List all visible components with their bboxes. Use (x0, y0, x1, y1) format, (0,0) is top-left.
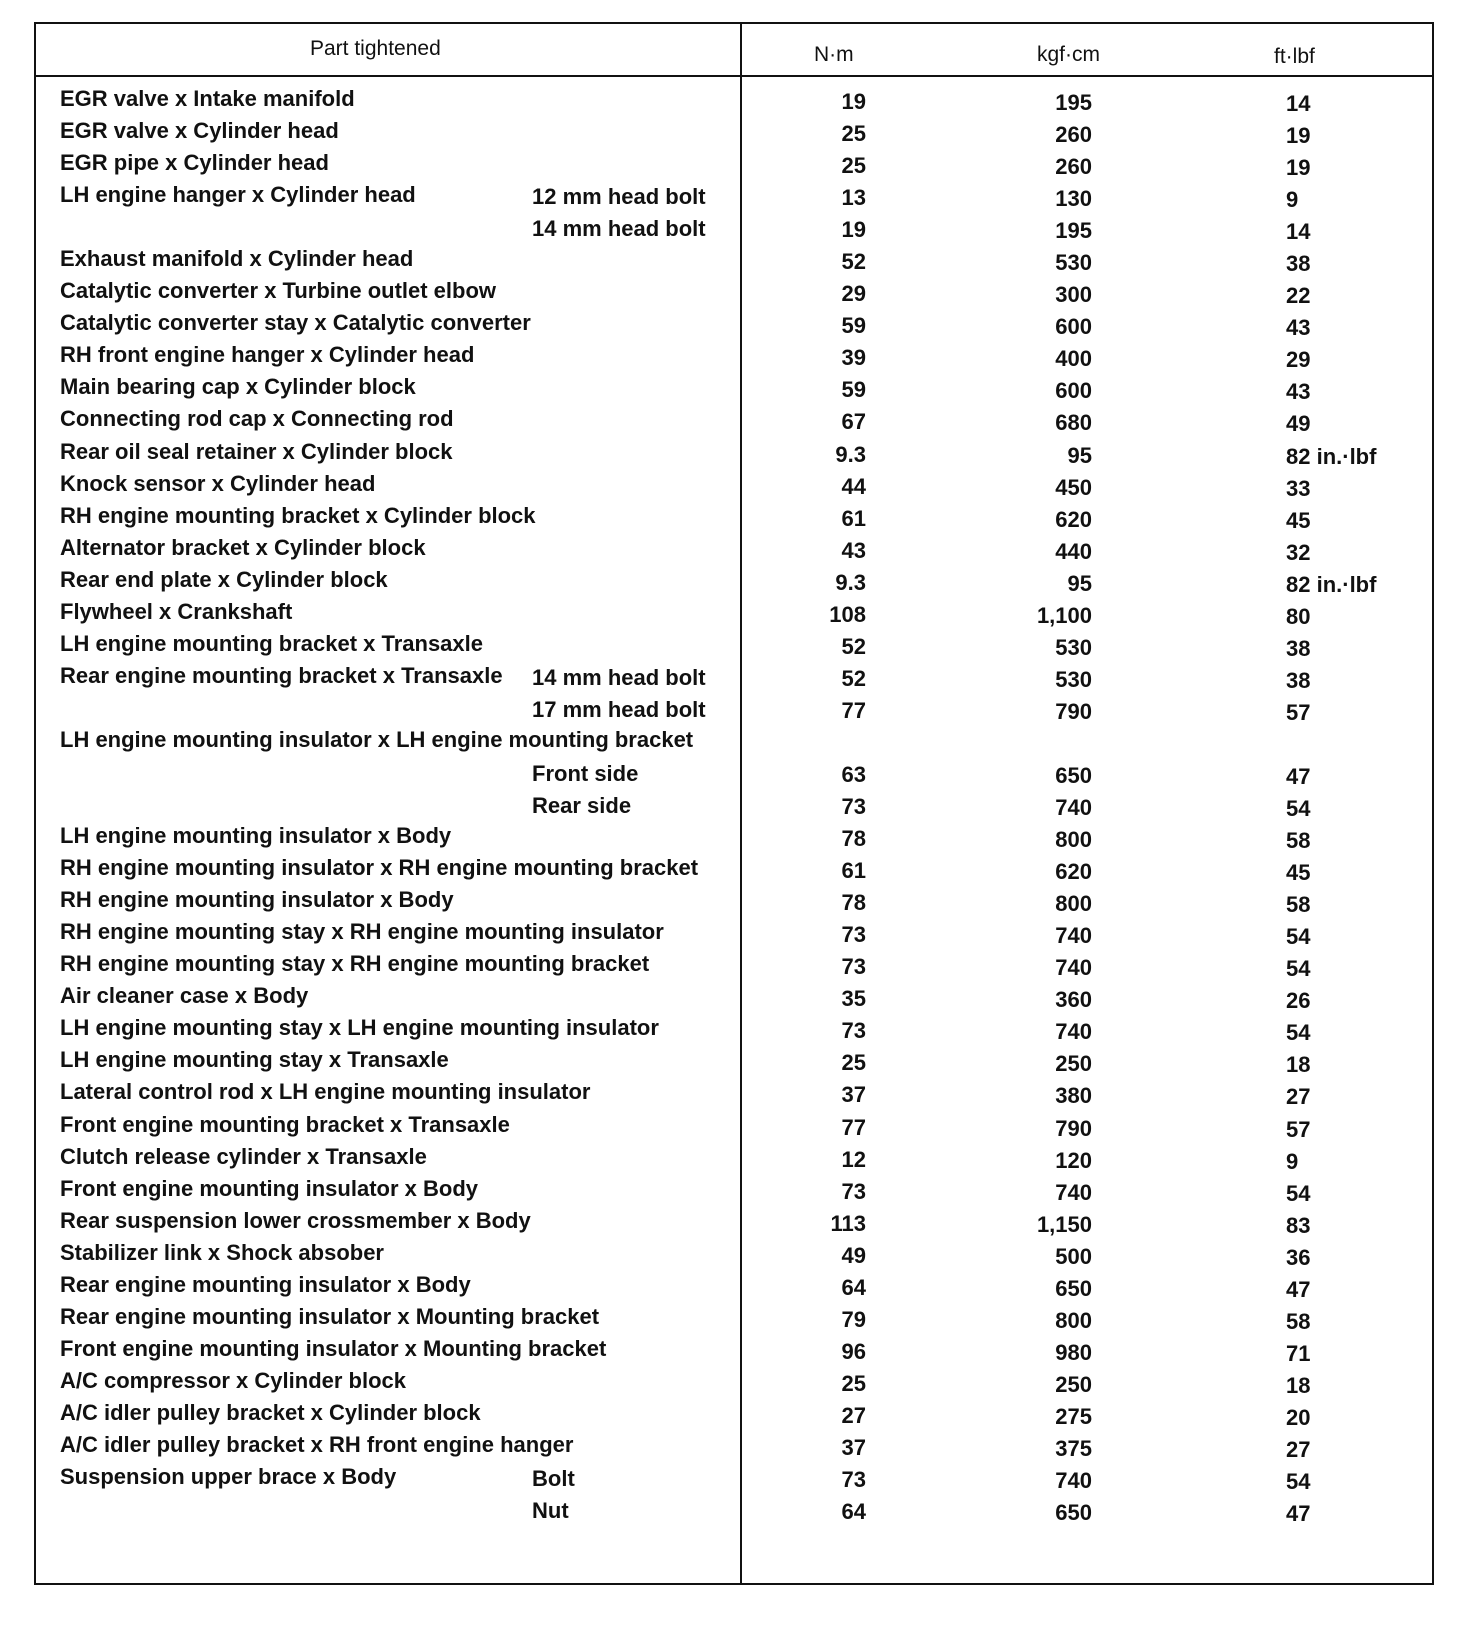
table-row (36, 598, 1432, 630)
ft-lbf-value-cell: 38 (1286, 635, 1311, 661)
ft-lbf-value-cell: 38 (1286, 251, 1311, 277)
nm-value-cell: 25 (841, 121, 866, 147)
ft-lbf-value-cell: 29 (1286, 347, 1311, 373)
table-row (36, 1399, 1432, 1431)
nm-value-cell: 52 (841, 249, 866, 275)
nm-value-cell: 64 (841, 1274, 866, 1300)
nm-value-cell: 9.3 (835, 569, 866, 595)
kgf-cm-value-cell: 620 (1055, 506, 1092, 532)
part-tightened-cell: LH engine mounting stay x LH engine mounting insulator (60, 1015, 659, 1041)
ft-lbf-value-cell: 45 (1286, 507, 1311, 533)
nm-value-cell: 12 (841, 1146, 866, 1172)
part-tightened-cell: EGR valve x Intake manifold (60, 86, 355, 111)
ft-lbf-value-cell: 18 (1286, 1052, 1311, 1078)
ft-lbf-value-cell: 27 (1286, 1084, 1311, 1110)
nm-value-cell: 13 (841, 185, 866, 211)
nm-value-cell: 96 (841, 1338, 866, 1364)
kgf-cm-value-cell: 260 (1055, 122, 1092, 148)
kgf-cm-value-cell: 120 (1055, 1147, 1092, 1173)
part-tightened-cell: LH engine mounting bracket x Transaxle (60, 630, 483, 656)
ft-lbf-value-cell: 22 (1286, 283, 1311, 309)
nm-value-cell: 73 (841, 954, 866, 980)
part-tightened-cell: LH engine mounting insulator x Body (60, 823, 452, 849)
table-body (36, 85, 1432, 1527)
nm-value-cell: 78 (841, 890, 866, 916)
ft-lbf-value-cell: 54 (1286, 1020, 1311, 1046)
nm-value-cell: 77 (841, 1114, 866, 1140)
table-row (36, 694, 1432, 726)
kgf-cm-value-cell: 530 (1055, 250, 1092, 276)
part-tightened-cell: EGR valve x Cylinder head (60, 118, 339, 144)
nm-value-cell: 113 (830, 1210, 866, 1236)
kgf-cm-value-cell: 600 (1055, 314, 1092, 340)
table-row (36, 245, 1432, 277)
nm-value-cell: 44 (841, 473, 866, 499)
table-row (36, 1111, 1432, 1143)
table-row (36, 277, 1432, 309)
nm-value-cell: 67 (841, 409, 866, 435)
ft-lbf-value-cell: 33 (1286, 475, 1311, 501)
kgf-cm-value-cell: 740 (1055, 923, 1092, 949)
kgf-cm-value-cell: 1,100 (1036, 602, 1092, 628)
kgf-cm-value-cell: 740 (1055, 955, 1092, 981)
nm-value-cell: 37 (841, 1434, 866, 1460)
kgf-cm-value-cell: 400 (1055, 346, 1092, 372)
kgf-cm-value-cell: 360 (1055, 987, 1092, 1013)
ft-lbf-value-cell: 83 (1286, 1212, 1311, 1238)
part-tightened-cell: RH engine mounting insulator x RH engine mounting bracket (60, 855, 699, 881)
ft-lbf-value-cell: 54 (1286, 924, 1311, 950)
kgf-cm-value-cell: 130 (1055, 186, 1092, 212)
nm-value-cell: 77 (841, 697, 866, 723)
nm-value-cell: 25 (841, 153, 866, 179)
part-tightened-cell: Front engine mounting bracket x Transaxle (60, 1111, 510, 1137)
ft-lbf-value-cell: 14 (1286, 219, 1311, 245)
table-row (36, 1367, 1432, 1399)
ft-lbf-value-cell: 47 (1286, 763, 1311, 789)
sub-spec-cell: 14 mm head bolt (532, 664, 706, 690)
table-row (36, 918, 1432, 950)
part-tightened-cell: RH engine mounting bracket x Cylinder block (60, 502, 536, 528)
part-tightened-cell: Rear engine mounting insulator x Body (60, 1271, 471, 1297)
ft-lbf-value-cell: 58 (1286, 828, 1311, 854)
kgf-cm-value-cell: 1,150 (1036, 1211, 1092, 1237)
table-row (36, 502, 1432, 534)
nm-value-cell: 43 (841, 537, 866, 563)
table-row (36, 117, 1432, 149)
table-row (36, 309, 1432, 341)
table-row (36, 886, 1432, 918)
ft-lbf-value-cell: 58 (1286, 892, 1311, 918)
table-row (36, 758, 1432, 790)
nm-value-cell: 73 (841, 922, 866, 948)
kgf-cm-value-cell: 300 (1055, 282, 1092, 308)
kgf-cm-value-cell: 380 (1055, 1083, 1092, 1109)
nm-value-cell: 61 (841, 858, 866, 884)
nm-value-cell: 59 (841, 313, 866, 339)
table-row (36, 1335, 1432, 1367)
part-tightened-cell: A/C idler pulley bracket x Cylinder block (60, 1399, 481, 1425)
kgf-cm-value-cell: 250 (1055, 1051, 1092, 1077)
kgf-cm-value-cell: 260 (1055, 154, 1092, 180)
table-row (36, 1463, 1432, 1495)
part-tightened-cell: Flywheel x Crankshaft (60, 598, 293, 624)
kgf-cm-value-cell: 450 (1055, 474, 1092, 500)
ft-lbf-value-cell: 54 (1286, 956, 1311, 982)
kgf-cm-value-cell: 530 (1055, 634, 1092, 660)
nm-value-cell: 108 (829, 601, 866, 627)
ft-lbf-value-cell: 57 (1286, 699, 1311, 725)
ft-lbf-value-cell: 27 (1286, 1436, 1311, 1462)
kgf-cm-value-cell: 375 (1055, 1435, 1092, 1461)
kgf-cm-value-cell: 800 (1055, 1307, 1092, 1333)
torque-spec-table (34, 22, 1434, 1585)
nm-value-cell: 35 (841, 986, 866, 1012)
part-tightened-cell: Main bearing cap x Cylinder block (60, 374, 416, 400)
sub-spec-cell: Rear side (532, 793, 632, 819)
nm-value-cell: 78 (841, 826, 866, 852)
sub-spec-cell: 14 mm head bolt (532, 216, 706, 242)
table-row (36, 1271, 1432, 1303)
header-nm: N·m (814, 43, 854, 66)
ft-lbf-value-cell: 47 (1286, 1501, 1311, 1527)
kgf-cm-value-cell: 530 (1055, 666, 1092, 692)
part-tightened-cell: Rear end plate x Cylinder block (60, 566, 388, 592)
nm-value-cell: 73 (841, 1467, 866, 1493)
kgf-cm-value-cell: 195 (1055, 90, 1092, 115)
ft-lbf-value-cell: 49 (1286, 411, 1311, 437)
part-tightened-cell: Front engine mounting insulator x Mounting bracket (60, 1335, 607, 1361)
ft-lbf-value-cell: 82 in.·lbf (1286, 571, 1377, 597)
table-row (36, 1303, 1432, 1335)
table-row (36, 534, 1432, 566)
part-tightened-cell: Catalytic converter stay x Catalytic converter (60, 310, 531, 336)
ft-lbf-value-cell: 19 (1286, 123, 1311, 149)
table-row (36, 1431, 1432, 1463)
ft-lbf-value-cell: 47 (1286, 1276, 1311, 1302)
kgf-cm-value-cell: 790 (1055, 1115, 1092, 1141)
table-row (36, 1239, 1432, 1271)
part-tightened-cell: Alternator bracket x Cylinder block (60, 534, 426, 560)
kgf-cm-value-cell: 195 (1055, 218, 1092, 244)
table-row (36, 149, 1432, 181)
header-kgf-cm: kgf·cm (1037, 43, 1100, 66)
table-row (36, 470, 1432, 502)
ft-lbf-value-cell: 14 (1286, 91, 1311, 116)
kgf-cm-value-cell: 440 (1055, 538, 1092, 564)
kgf-cm-value-cell: 275 (1055, 1403, 1092, 1429)
part-tightened-cell: Catalytic converter x Turbine outlet elbow (60, 278, 497, 304)
table-row (36, 373, 1432, 405)
nm-value-cell: 25 (841, 1370, 866, 1396)
table-row (36, 822, 1432, 854)
kgf-cm-value-cell: 650 (1055, 1500, 1092, 1526)
ft-lbf-value-cell: 54 (1286, 796, 1311, 822)
ft-lbf-value-cell: 38 (1286, 667, 1311, 693)
kgf-cm-value-cell: 250 (1055, 1371, 1092, 1397)
part-tightened-cell: RH engine mounting insulator x Body (60, 887, 454, 913)
kgf-cm-value-cell: 800 (1055, 827, 1092, 853)
table-row (36, 1207, 1432, 1239)
part-tightened-cell: Knock sensor x Cylinder head (60, 470, 376, 496)
nm-value-cell: 73 (841, 794, 866, 820)
ft-lbf-value-cell: 82 in.·lbf (1286, 443, 1377, 469)
table-row (36, 950, 1432, 982)
part-tightened-cell: LH engine mounting insulator x LH engine mounting bracket (60, 726, 694, 752)
nm-value-cell: 25 (841, 1050, 866, 1076)
part-tightened-cell: Rear oil seal retainer x Cylinder block (60, 438, 453, 464)
header-divider (36, 75, 1432, 77)
ft-lbf-value-cell: 26 (1286, 988, 1311, 1014)
ft-lbf-value-cell: 58 (1286, 1308, 1311, 1334)
ft-lbf-value-cell: 54 (1286, 1469, 1311, 1495)
ft-lbf-value-cell: 43 (1286, 315, 1311, 341)
header-part-tightened: Part tightened (310, 37, 441, 60)
table-row (36, 726, 1432, 758)
nm-value-cell: 19 (841, 89, 866, 114)
table-row (36, 982, 1432, 1014)
sub-spec-cell: Bolt (532, 1466, 575, 1492)
ft-lbf-value-cell: 80 (1286, 603, 1311, 629)
part-tightened-cell: Lateral control rod x LH engine mounting insulator (60, 1079, 591, 1105)
ft-lbf-value-cell: 36 (1286, 1244, 1311, 1270)
nm-value-cell: 61 (841, 505, 866, 531)
nm-value-cell: 52 (841, 665, 866, 691)
kgf-cm-value-cell: 650 (1055, 1275, 1092, 1301)
table-row (36, 1143, 1432, 1175)
kgf-cm-value-cell: 800 (1055, 891, 1092, 917)
nm-value-cell: 52 (841, 633, 866, 659)
kgf-cm-value-cell: 740 (1055, 1019, 1092, 1045)
nm-value-cell: 64 (841, 1499, 866, 1525)
part-tightened-cell: Clutch release cylinder x Transaxle (60, 1143, 427, 1169)
part-tightened-cell: Exhaust manifold x Cylinder head (60, 246, 414, 272)
nm-value-cell: 37 (841, 1082, 866, 1108)
kgf-cm-value-cell: 95 (1067, 570, 1092, 596)
ft-lbf-value-cell: 57 (1286, 1116, 1311, 1142)
nm-value-cell: 29 (841, 281, 866, 307)
sub-spec-cell: 12 mm head bolt (532, 184, 706, 210)
nm-value-cell: 59 (841, 377, 866, 403)
table-row (36, 566, 1432, 598)
table-row (36, 1078, 1432, 1110)
ft-lbf-value-cell: 32 (1286, 539, 1311, 565)
table-row (36, 1014, 1432, 1046)
part-tightened-cell: A/C idler pulley bracket x RH front engine hanger (60, 1431, 574, 1457)
table-row (36, 790, 1432, 822)
nm-value-cell: 27 (841, 1402, 866, 1428)
nm-value-cell: 39 (841, 345, 866, 371)
table-row (36, 1495, 1432, 1527)
nm-value-cell: 19 (841, 217, 866, 243)
kgf-cm-value-cell: 740 (1055, 1468, 1092, 1494)
table-row (36, 438, 1432, 470)
table-row (36, 854, 1432, 886)
kgf-cm-value-cell: 500 (1055, 1243, 1092, 1269)
part-tightened-cell: RH front engine hanger x Cylinder head (60, 342, 475, 368)
kgf-cm-value-cell: 650 (1055, 762, 1092, 788)
kgf-cm-value-cell: 740 (1055, 795, 1092, 821)
part-tightened-cell: A/C compressor x Cylinder block (60, 1367, 406, 1393)
ft-lbf-value-cell: 19 (1286, 155, 1311, 181)
part-tightened-cell: Rear suspension lower crossmember x Body (60, 1207, 531, 1233)
kgf-cm-value-cell: 740 (1055, 1179, 1092, 1205)
ft-lbf-value-cell: 9 (1286, 1148, 1299, 1174)
nm-value-cell: 9.3 (835, 441, 866, 467)
table-row (36, 181, 1432, 213)
part-tightened-cell: Connecting rod cap x Connecting rod (60, 406, 454, 432)
ft-lbf-value-cell: 20 (1286, 1404, 1311, 1430)
part-tightened-cell: RH engine mounting stay x RH engine mounting bracket (60, 951, 650, 977)
kgf-cm-value-cell: 790 (1055, 698, 1092, 724)
nm-value-cell: 73 (841, 1018, 866, 1044)
ft-lbf-value-cell: 54 (1286, 1180, 1311, 1206)
nm-value-cell: 73 (841, 1178, 866, 1204)
ft-lbf-value-cell: 45 (1286, 860, 1311, 886)
table-row (36, 213, 1432, 245)
table-row (36, 1175, 1432, 1207)
part-tightened-cell: Suspension upper brace x Body (60, 1464, 397, 1490)
ft-lbf-value-cell: 71 (1286, 1340, 1311, 1366)
sub-spec-cell: Front side (532, 760, 639, 786)
ft-lbf-value-cell: 18 (1286, 1372, 1311, 1398)
part-tightened-cell: Front engine mounting insulator x Body (60, 1175, 478, 1201)
part-tightened-cell: Rear engine mounting insulator x Mounting bracket (60, 1303, 600, 1329)
table-row (36, 341, 1432, 373)
table-row (36, 662, 1432, 694)
part-tightened-cell: RH engine mounting stay x RH engine mounting insulator (60, 919, 664, 945)
part-tightened-cell: Stabilizer link x Shock absober (60, 1239, 384, 1265)
part-tightened-cell: EGR pipe x Cylinder head (60, 150, 329, 176)
kgf-cm-value-cell: 620 (1055, 859, 1092, 885)
table-row (36, 85, 1432, 117)
part-tightened-cell: LH engine mounting stay x Transaxle (60, 1047, 449, 1073)
table-row (36, 405, 1432, 437)
header-ft-lbf: ft·lbf (1274, 45, 1315, 68)
ft-lbf-value-cell: 9 (1286, 187, 1299, 213)
nm-value-cell: 49 (841, 1242, 866, 1268)
kgf-cm-value-cell: 600 (1055, 378, 1092, 404)
ft-lbf-value-cell: 43 (1286, 379, 1311, 405)
table-row (36, 630, 1432, 662)
nm-value-cell: 63 (841, 761, 866, 787)
sub-spec-cell: Nut (532, 1498, 569, 1524)
kgf-cm-value-cell: 980 (1055, 1339, 1092, 1365)
table-row (36, 1046, 1432, 1078)
sub-spec-cell: 17 mm head bolt (532, 696, 706, 722)
part-tightened-cell: Air cleaner case x Body (60, 983, 309, 1009)
part-tightened-cell: LH engine hanger x Cylinder head (60, 182, 416, 208)
nm-value-cell: 79 (841, 1306, 866, 1332)
kgf-cm-value-cell: 680 (1055, 410, 1092, 436)
kgf-cm-value-cell: 95 (1067, 442, 1092, 468)
part-tightened-cell: Rear engine mounting bracket x Transaxle (60, 662, 503, 688)
